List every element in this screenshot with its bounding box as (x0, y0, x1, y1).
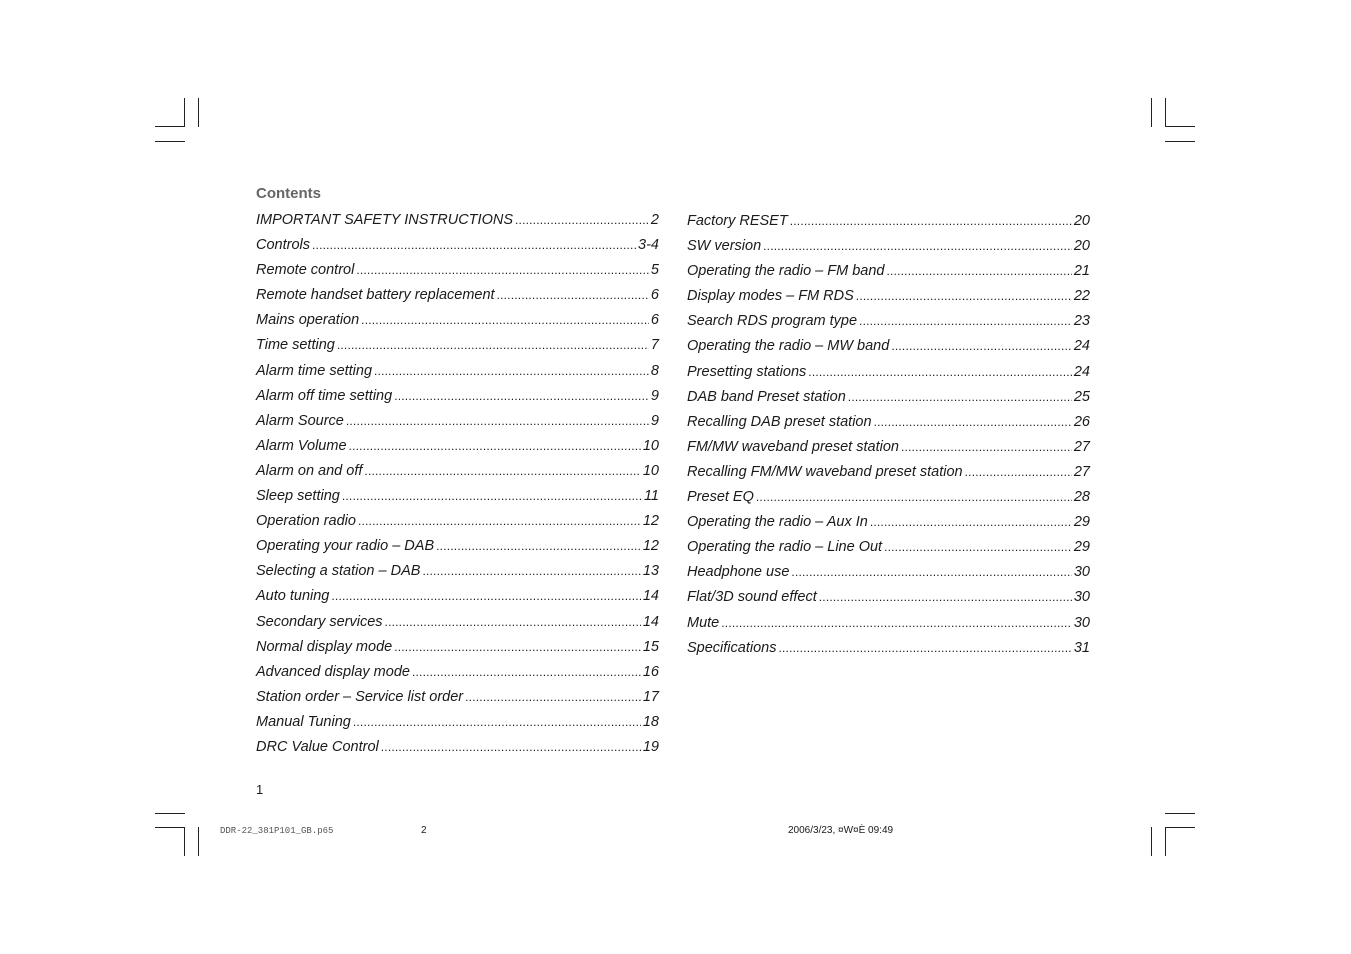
toc-entry (256, 710, 659, 735)
toc-entry (687, 234, 1090, 259)
toc-entry (256, 409, 659, 434)
toc-entry-title: Operating your radio – DAB (256, 538, 435, 555)
footer-file-name: DDR-22_381P101_GB.p65 (220, 826, 334, 836)
crop-mark (1165, 827, 1195, 828)
toc-entry-page: 2 (650, 212, 659, 228)
toc-entry-page: 9 (650, 412, 659, 429)
toc-entry-page: 24 (1073, 338, 1090, 355)
toc-dot-leader (791, 560, 1071, 585)
toc-entry-title: DAB band Preset station (687, 388, 846, 405)
toc-entry-title: Preset EQ (687, 489, 754, 506)
toc-entry-page: 13 (642, 563, 659, 580)
toc-entry (687, 385, 1090, 410)
toc-dot-leader (412, 660, 641, 685)
toc-entry (256, 359, 659, 384)
toc-entry-page: 20 (1073, 213, 1090, 229)
toc-entry-title: FM/MW waveband preset station (687, 438, 899, 455)
toc-entry-page: 14 (642, 588, 659, 605)
toc-entry-title: DRC Value Control (256, 738, 379, 755)
toc-dot-leader (361, 308, 649, 333)
toc-entry-title: Operating the radio – Line Out (687, 539, 883, 556)
toc-entry (687, 309, 1090, 334)
toc-dot-leader (346, 409, 649, 434)
toc-entry-page: 30 (1073, 564, 1090, 581)
toc-dot-leader (374, 359, 649, 384)
toc-dot-leader (901, 435, 1072, 460)
toc-entry (256, 610, 659, 635)
toc-entry-title: Specifications (687, 639, 777, 656)
toc-entry (687, 535, 1090, 560)
toc-entry-page: 6 (650, 312, 659, 329)
toc-right-column (687, 209, 1090, 661)
toc-dot-leader (886, 259, 1071, 284)
toc-entry-title: Remote handset battery replacement (256, 287, 495, 304)
toc-entry-page: 8 (650, 362, 659, 379)
toc-entry (256, 384, 659, 409)
toc-entry (256, 534, 659, 559)
toc-entry-title: Remote control (256, 262, 355, 279)
toc-entry-page: 24 (1073, 363, 1090, 380)
toc-entry-page: 21 (1073, 263, 1090, 280)
toc-entry (687, 636, 1090, 661)
toc-entry-title: Operating the radio – FM band (687, 263, 885, 280)
crop-mark (155, 813, 185, 814)
toc-entry (687, 334, 1090, 359)
footer-timestamp: 2006/3/23, ¤W¤È 09:49 (788, 825, 894, 836)
toc-dot-leader (859, 309, 1072, 334)
toc-dot-leader (349, 434, 641, 459)
toc-entry-title: Recalling FM/MW waveband preset station (687, 463, 963, 480)
toc-dot-leader (891, 334, 1072, 359)
toc-entry-page: 25 (1073, 388, 1090, 405)
toc-entry-title: Search RDS program type (687, 313, 858, 330)
toc-dot-leader (465, 685, 641, 710)
toc-entry-page: 16 (642, 663, 659, 680)
toc-entry (256, 735, 659, 760)
toc-entry-title: Mains operation (256, 312, 360, 329)
toc-entry-page: 6 (650, 287, 659, 304)
toc-entry-page: 29 (1073, 539, 1090, 556)
toc-dot-leader (385, 610, 641, 635)
toc-dot-leader (394, 635, 641, 660)
toc-dot-leader (721, 611, 1072, 636)
toc-dot-leader (763, 234, 1072, 259)
toc-entry-page: 29 (1073, 514, 1090, 531)
toc-entry (687, 611, 1090, 636)
toc-entry-title: Advanced display mode (256, 663, 410, 680)
toc-dot-leader (790, 209, 1072, 234)
toc-dot-leader (358, 509, 641, 534)
toc-entry-page: 10 (642, 437, 659, 454)
toc-dot-leader (515, 208, 649, 233)
toc-entry-page: 5 (650, 262, 659, 279)
toc-entry-page: 7 (650, 337, 659, 354)
toc-entry (687, 510, 1090, 535)
toc-entry-title: Mute (687, 614, 720, 631)
toc-entry-title: IMPORTANT SAFETY INSTRUCTIONS (256, 212, 513, 228)
toc-entry-title: Selecting a station – DAB (256, 563, 421, 580)
toc-entry-page: 12 (642, 513, 659, 530)
toc-entry (687, 410, 1090, 435)
toc-entry (256, 509, 659, 534)
toc-entry-page: 10 (642, 462, 659, 479)
toc-entry-page: 30 (1073, 614, 1090, 631)
toc-dot-leader (848, 385, 1072, 410)
toc-dot-leader (331, 584, 640, 609)
toc-entry (256, 459, 659, 484)
toc-dot-leader (808, 360, 1072, 385)
toc-entry-title: Flat/3D sound effect (687, 589, 817, 606)
toc-entry-title: Display modes – FM RDS (687, 288, 854, 305)
crop-mark (155, 827, 185, 828)
toc-entry-page: 14 (642, 613, 659, 630)
toc-dot-leader (870, 510, 1072, 535)
toc-entry-page: 17 (642, 688, 659, 705)
toc-entry-title: Operation radio (256, 513, 356, 530)
toc-entry-title: Alarm Volume (256, 437, 347, 454)
toc-left-column (256, 208, 659, 760)
crop-mark (198, 827, 199, 856)
toc-entry (256, 434, 659, 459)
toc-entry (687, 360, 1090, 385)
toc-entry (687, 485, 1090, 510)
toc-entry-page: 18 (642, 713, 659, 730)
toc-entry-title: Secondary services (256, 613, 383, 630)
crop-mark (1165, 813, 1195, 814)
toc-dot-leader (778, 636, 1071, 661)
toc-entry-page: 27 (1073, 463, 1090, 480)
crop-mark (1165, 98, 1166, 127)
toc-entry-title: Recalling DAB preset station (687, 413, 872, 430)
toc-entry-page: 12 (642, 538, 659, 555)
crop-mark (198, 98, 199, 127)
toc-dot-leader (337, 333, 649, 358)
toc-dot-leader (364, 459, 640, 484)
crop-mark (1165, 126, 1195, 127)
toc-entry-title: Presetting stations (687, 363, 807, 380)
toc-entry (256, 685, 659, 710)
toc-entry (256, 484, 659, 509)
toc-entry (687, 259, 1090, 284)
toc-entry (687, 460, 1090, 485)
toc-dot-leader (353, 710, 641, 735)
toc-dot-leader (312, 233, 636, 258)
toc-dot-leader (436, 534, 641, 559)
footer-sheet-number: 2 (421, 825, 427, 836)
toc-entry (256, 660, 659, 685)
toc-entry-title: Auto tuning (256, 588, 330, 605)
crop-mark (1151, 827, 1152, 856)
toc-entry (256, 208, 659, 233)
toc-dot-leader (381, 735, 641, 760)
crop-mark (1165, 141, 1195, 142)
toc-entry (687, 284, 1090, 309)
toc-entry-page: 30 (1073, 589, 1090, 606)
toc-entry (256, 635, 659, 660)
toc-entry-title: Operating the radio – MW band (687, 338, 890, 355)
page-number: 1 (256, 782, 264, 797)
toc-entry-title: Time setting (256, 337, 335, 354)
crop-mark (184, 827, 185, 856)
toc-dot-leader (756, 485, 1072, 510)
toc-entry (256, 584, 659, 609)
toc-entry-page: 26 (1073, 413, 1090, 430)
crop-mark (184, 98, 185, 127)
toc-dot-leader (965, 460, 1072, 485)
toc-entry-page: 22 (1073, 288, 1090, 305)
toc-entry-title: Manual Tuning (256, 713, 351, 730)
toc-dot-leader (356, 258, 649, 283)
toc-entry-title: Factory RESET (687, 213, 788, 229)
toc-entry-title: Station order – Service list order (256, 688, 464, 705)
toc-entry-page: 20 (1073, 238, 1090, 255)
toc-entry (687, 435, 1090, 460)
toc-entry (256, 308, 659, 333)
toc-entry-page: 19 (642, 738, 659, 755)
toc-entry-title: Alarm time setting (256, 362, 373, 379)
toc-entry-title: Sleep setting (256, 488, 340, 505)
toc-entry-title: SW version (687, 238, 762, 255)
toc-entry (256, 283, 659, 308)
toc-entry (687, 209, 1090, 234)
toc-entry (687, 560, 1090, 585)
toc-entry-title: Alarm off time setting (256, 387, 393, 404)
toc-entry (256, 559, 659, 584)
crop-mark (1165, 827, 1166, 856)
toc-entry-page: 15 (642, 638, 659, 655)
toc-dot-leader (394, 384, 649, 409)
toc-entry-page: 23 (1073, 313, 1090, 330)
crop-mark (155, 141, 185, 142)
crop-mark (155, 126, 185, 127)
toc-entry-title: Normal display mode (256, 638, 393, 655)
toc-dot-leader (342, 484, 642, 509)
toc-entry-title: Controls (256, 237, 310, 254)
toc-entry-title: Operating the radio – Aux In (687, 514, 868, 531)
toc-dot-leader (819, 585, 1072, 610)
toc-entry-page: 3-4 (638, 237, 659, 254)
toc-entry (256, 258, 659, 283)
toc-entry-page: 27 (1073, 438, 1090, 455)
toc-entry-title: Alarm on and off (256, 462, 363, 479)
toc-entry (687, 585, 1090, 610)
toc-dot-leader (422, 559, 640, 584)
toc-entry-title: Headphone use (687, 564, 790, 581)
toc-entry (256, 233, 659, 258)
contents-heading: Contents (256, 185, 321, 202)
toc-entry (256, 333, 659, 358)
toc-entry-page: 28 (1073, 489, 1090, 506)
toc-entry-page: 9 (650, 387, 659, 404)
toc-dot-leader (497, 283, 649, 308)
toc-entry-page: 11 (643, 488, 659, 505)
toc-entry-page: 31 (1073, 639, 1090, 656)
crop-mark (1151, 98, 1152, 127)
toc-dot-leader (856, 284, 1072, 309)
toc-entry-title: Alarm Source (256, 412, 344, 429)
toc-dot-leader (874, 410, 1072, 435)
toc-dot-leader (884, 535, 1072, 560)
